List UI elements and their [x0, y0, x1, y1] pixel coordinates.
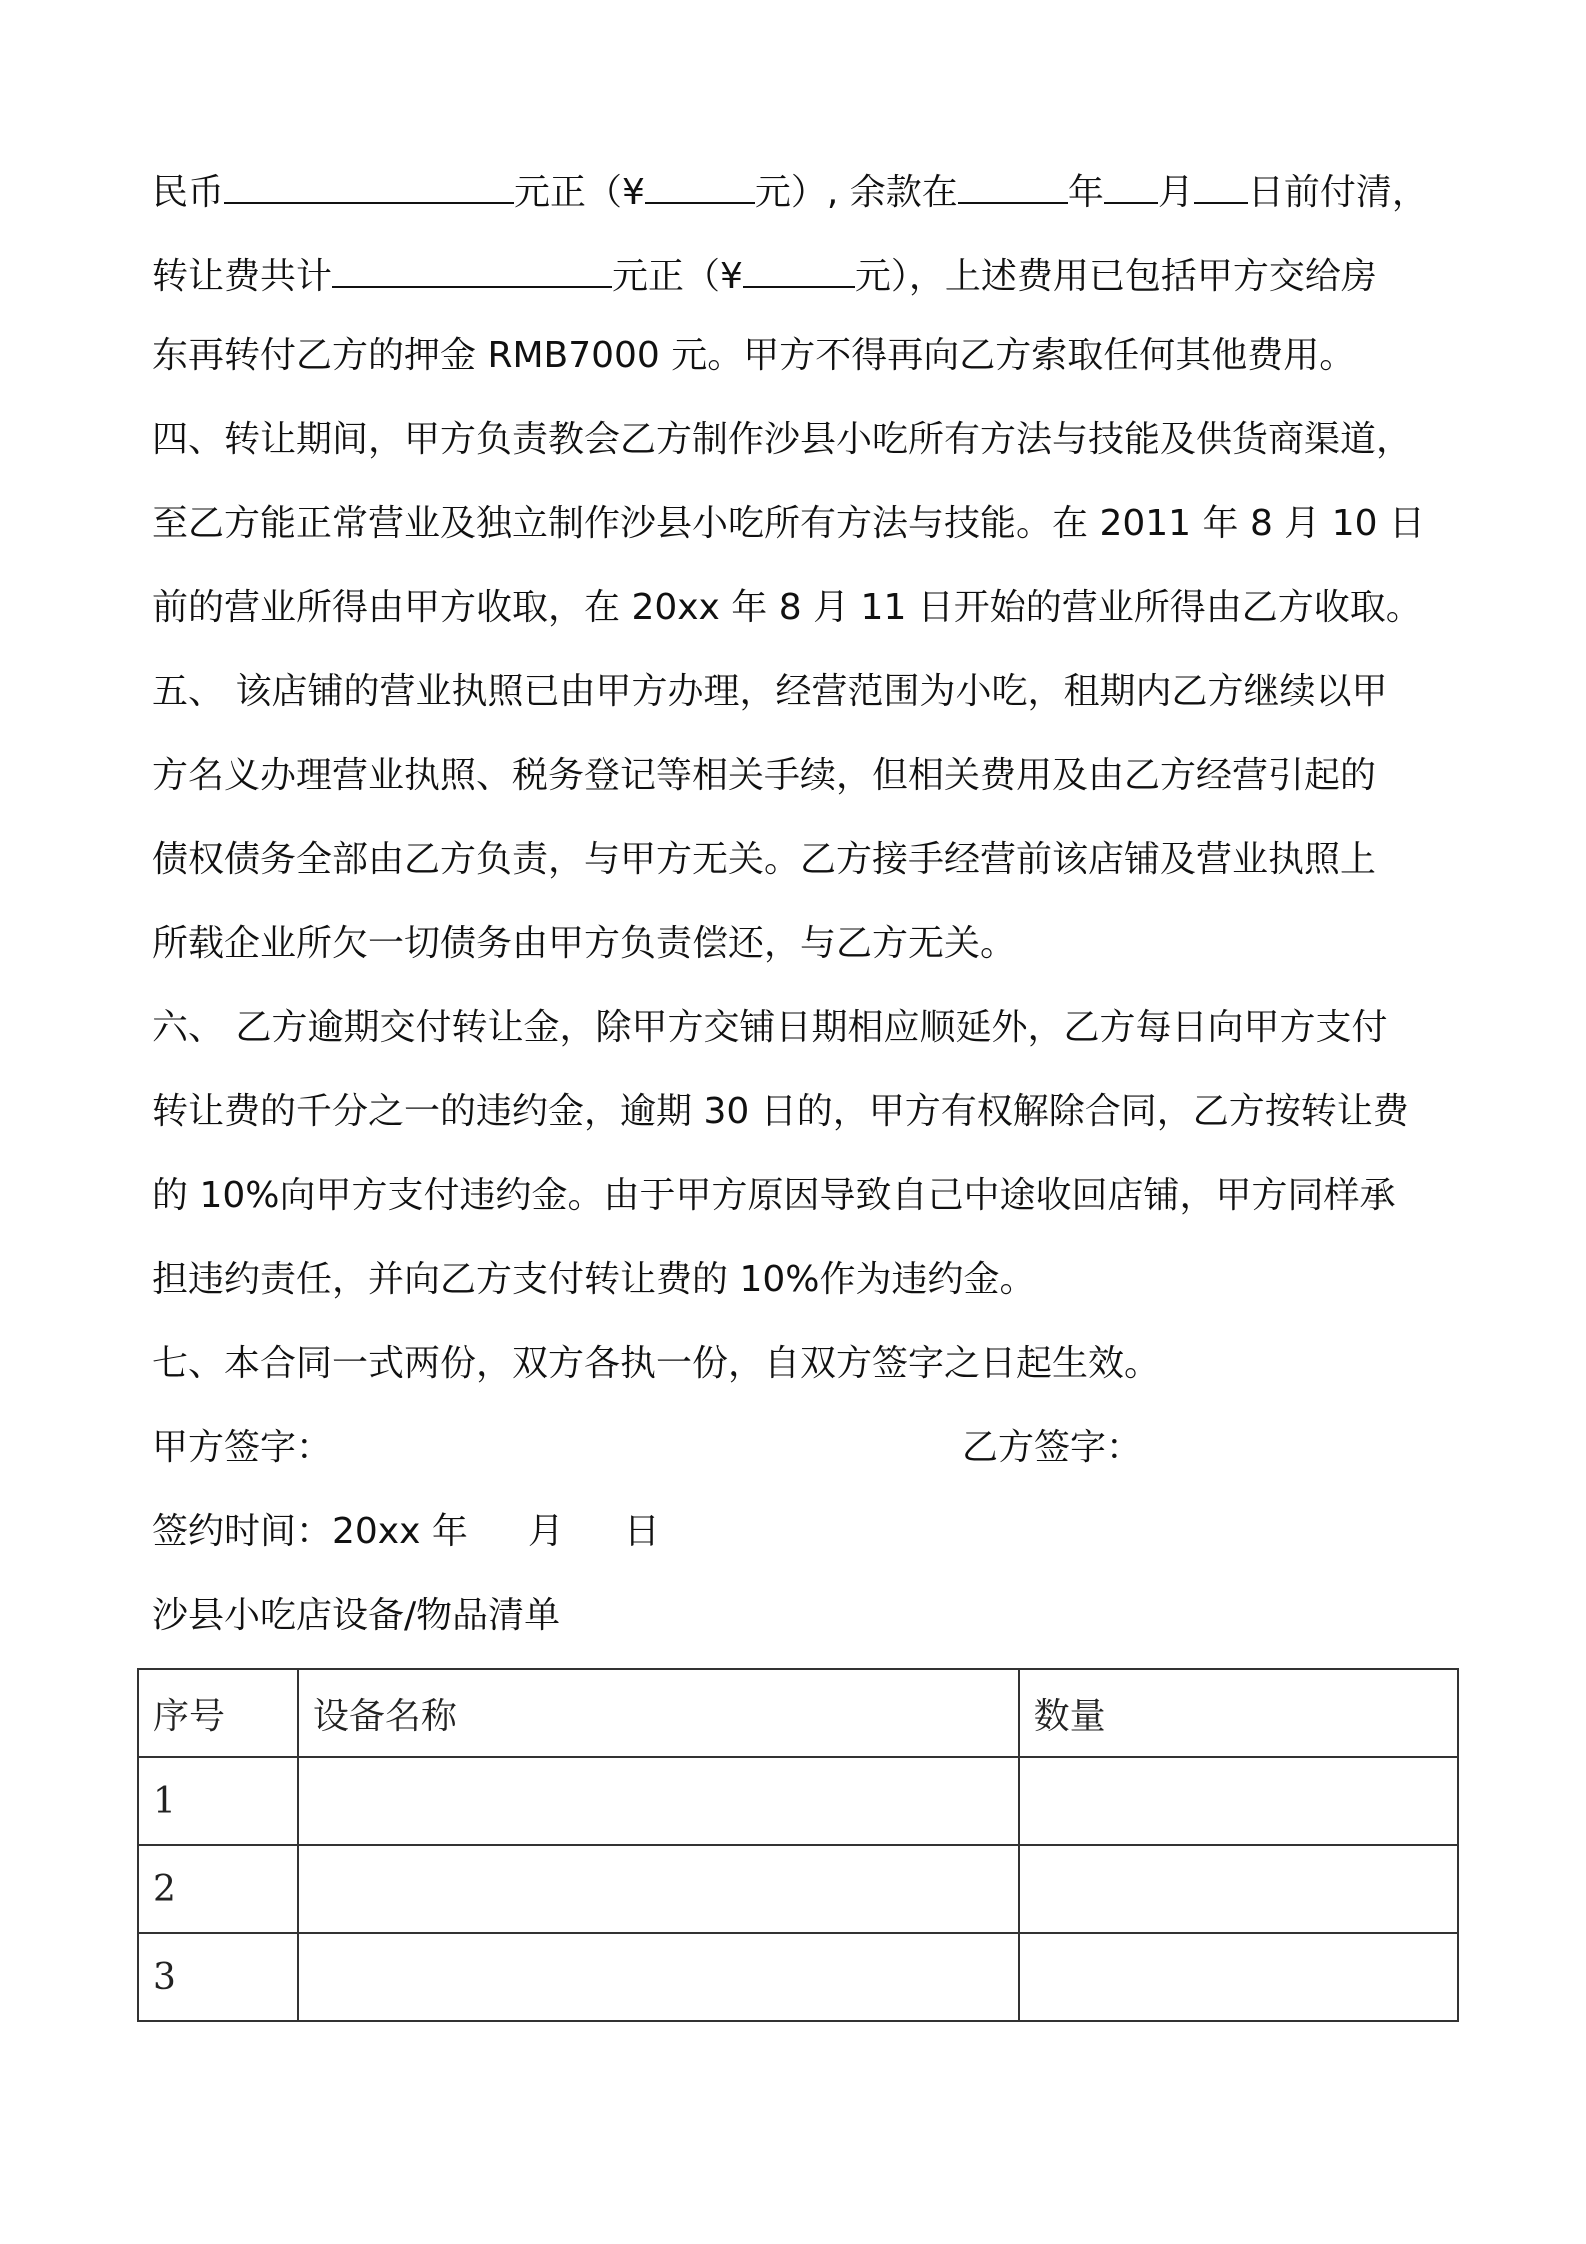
row-name	[298, 1757, 1019, 1845]
table-row	[138, 1933, 1458, 2021]
paragraph-line: 债权债务全部由乙方负责，与甲方无关。乙方接手经营前该店铺及营业执照上	[152, 839, 1377, 880]
text-segment: 月	[1157, 172, 1194, 213]
row-quantity	[1019, 1933, 1458, 2021]
row-index: 3	[138, 1933, 298, 2021]
text-segment: 元正（¥	[514, 172, 645, 213]
text-segment: 元）, 余款在	[754, 172, 958, 213]
payment-line-1	[152, 166, 1442, 215]
paragraph-line: 至乙方能正常营业及独立制作沙县小吃所有方法与技能。在 2011 年 8 月 10 日	[152, 503, 1425, 544]
paragraph-line: 五、 该店铺的营业执照已由甲方办理，经营范围为小吃，租期内乙方继续以甲	[152, 671, 1388, 712]
text-segment: 民币	[152, 172, 225, 213]
column-header-name: 设备名称	[298, 1669, 1019, 1757]
paragraph-line: 东再转付乙方的押金 RMB7000 元。甲方不得再向乙方索取任何其他费用。	[152, 335, 1356, 376]
paragraph-line: 所载企业所欠一切债务由甲方负责偿还，与乙方无关。	[152, 923, 1017, 964]
text-segment: 年	[1067, 172, 1104, 213]
blank-yuan	[645, 166, 755, 204]
text-segment: 转让费共计	[152, 256, 333, 297]
blank-month	[1104, 166, 1158, 204]
table-row	[138, 1757, 1458, 1845]
column-header-index: 序号	[138, 1669, 298, 1757]
paragraph-line: 七、本合同一式两份，双方各执一份，自双方签字之日起生效。	[152, 1343, 1161, 1384]
blank-amount	[224, 166, 514, 204]
paragraph-line: 担违约责任，并向乙方支付转让费的 10%作为违约金。	[152, 1259, 1036, 1300]
paragraph-line: 六、 乙方逾期交付转让金，除甲方交铺日期相应顺延外，乙方每日向甲方支付	[152, 1007, 1388, 1048]
equipment-list-title: 沙县小吃店设备/物品清单	[152, 1595, 561, 1636]
text-segment: 元正（¥	[612, 256, 743, 297]
equipment-table	[137, 1668, 1459, 2022]
table-header-row	[138, 1669, 1458, 1757]
payment-line-2	[152, 250, 1442, 299]
blank-day	[1194, 166, 1248, 204]
blank-year	[958, 166, 1068, 204]
table-row	[138, 1845, 1458, 1933]
column-header-quantity: 数量	[1019, 1669, 1458, 1757]
paragraph-line: 转让费的千分之一的违约金，逾期 30 日的，甲方有权解除合同，乙方按转让费	[152, 1091, 1409, 1132]
party-a-signature-label: 甲方签字：	[152, 1427, 333, 1468]
row-name	[298, 1933, 1019, 2021]
text-segment: 日前付清，	[1247, 172, 1428, 213]
paragraph-line: 的 10%向甲方支付违约金。由于甲方原因导致自己中途收回店铺，甲方同样承	[152, 1175, 1396, 1216]
row-index: 1	[138, 1757, 298, 1845]
row-name	[298, 1845, 1019, 1933]
paragraph-line: 四、转让期间，甲方负责教会乙方制作沙县小吃所有方法与技能及供货商渠道，	[152, 419, 1413, 460]
blank-total-fee	[332, 250, 612, 288]
row-quantity	[1019, 1757, 1458, 1845]
paragraph-line: 方名义办理营业执照、税务登记等相关手续，但相关费用及由乙方经营引起的	[152, 755, 1377, 796]
month-label: 月	[527, 1511, 564, 1552]
row-index: 2	[138, 1845, 298, 1933]
signature-line	[152, 1426, 1442, 1470]
signing-date-line	[152, 1510, 1442, 1554]
day-label: 日	[623, 1511, 660, 1552]
row-quantity	[1019, 1845, 1458, 1933]
paragraph-line: 前的营业所得由甲方收取，在 20xx 年 8 月 11 日开始的营业所得由乙方收取。	[152, 587, 1422, 628]
signing-date-label: 签约时间：20xx 年	[152, 1511, 468, 1552]
blank-total-yuan	[743, 250, 855, 288]
text-segment: 元），上述费用已包括甲方交给房	[854, 256, 1377, 297]
party-b-signature-label: 乙方签字：	[962, 1427, 1143, 1468]
